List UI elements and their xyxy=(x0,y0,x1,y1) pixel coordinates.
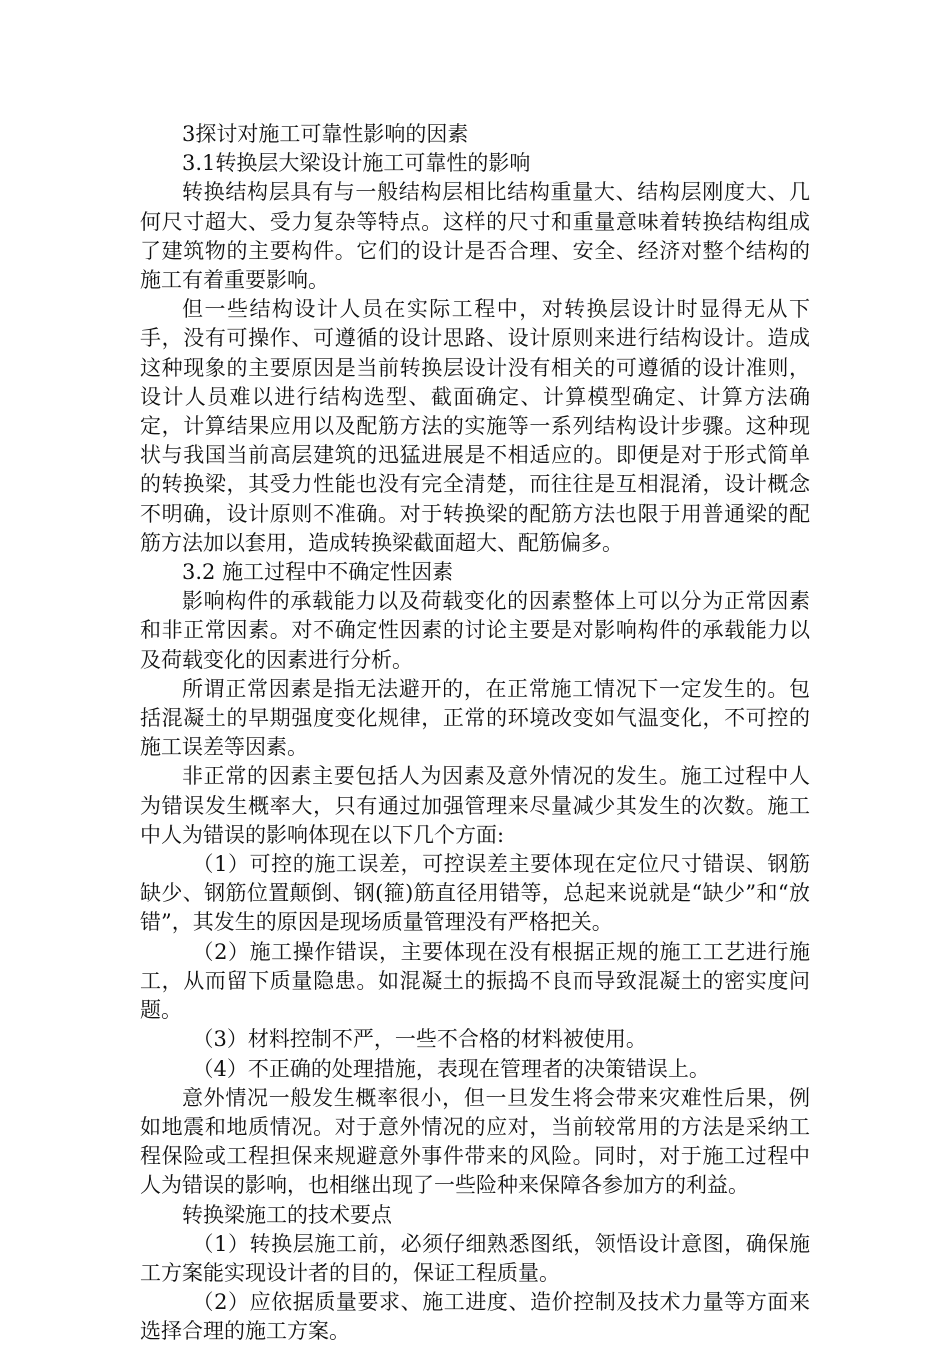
document-body xyxy=(140,120,810,1347)
subsection-heading: 3.2 施工过程中不确定性因素 xyxy=(182,560,454,585)
list-item: （2）应依据质量要求、施工进度、造价控制及技术力量等方面来选择合理的施工方案。 xyxy=(140,1290,810,1344)
section-heading: 3探讨对施工可靠性影响的因素 xyxy=(182,122,469,146)
body-paragraph: 影响构件的承载能力以及荷载变化的因素整体上可以分为正常因素和非正常因素。对不确定性因素的讨论主要是对影响构件的承载能力以及荷载变化的因素进行分析。 xyxy=(140,589,810,672)
body-paragraph: 转换结构层具有与一般结构层相比结构重量大、结构层刚度大、几何尺寸超大、受力复杂等特点。这样的尺寸和重量意味着转换结构组成了建筑物的主要构件。它们的设计是否合理、安全、经济对整个结构的施工有着重要影响。 xyxy=(140,180,810,293)
body-paragraph: 但一些结构设计人员在实际工程中，对转换层设计时显得无从下手，没有可操作、可遵循的设计思路、设计原则来进行结构设计。造成这种现象的主要原因是当前转换层设计没有相关的可遵循的设计准则，设计人员难以进行结构选型、截面确定、计算模型确定、计算方法确定，计算结果应用以及配筋方法的实施等一系列结构设计步骤。这种现状与我国当前高层建筑的迅猛进展是不相适应的。即便是对于形式简单的转换梁，其受力性能也没有完全清楚，而往往是互相混淆，设计概念不明确，设计原则不准确。对于转换梁的配筋方法也限于用普通梁的配筋方法加以套用，造成转换梁截面超大、配筋偏多。 xyxy=(140,297,810,555)
list-item: （3）材料控制不严，一些不合格的材料被使用。 xyxy=(192,1027,647,1052)
body-paragraph: 意外情况一般发生概率很小，但一旦发生将会带来灾难性后果，例如地震和地质情况。对于意外情况的应对，当前较常用的方法是采纳工程保险或工程担保来规避意外事件带来的风险。同时，对于施工过程中人为错误的影响，也相继出现了一些险种来保障各参加方的利益。 xyxy=(140,1085,810,1198)
body-paragraph: 所谓正常因素是指无法避开的，在正常施工情况下一定发生的。包括混凝土的早期强度变化规律，正常的环境改变如气温变化，不可控的施工误差等因素。 xyxy=(140,676,810,760)
list-item: （2）施工操作错误，主要体现在没有根据正规的施工工艺进行施工，从而留下质量隐患。如混凝土的振捣不良而导致混凝土的密实度问题。 xyxy=(140,939,810,1023)
list-item: （1）可控的施工误差，可控误差主要体现在定位尺寸错误、钢筋缺少、钢筋位置颠倒、钢(箍)筋直径用错等，总起来说就是“缺少”和“放错”，其发生的原因是现场质量管理没有严格把关。 xyxy=(140,852,810,935)
list-item: （1）转换层施工前，必须仔细熟悉图纸，领悟设计意图，确保施工方案能实现设计者的目的，保证工程质量。 xyxy=(140,1231,810,1285)
body-paragraph: 非正常的因素主要包括人为因素及意外情况的发生。施工过程中人为错误发生概率大，只有通过加强管理来尽量减少其发生的次数。施工中人为错误的影响体现在以下几个方面: xyxy=(140,764,810,847)
subsection-heading: 3.1转换层大梁设计施工可靠性的影响 xyxy=(182,151,531,176)
subsection-heading: 转换梁施工的技术要点 xyxy=(182,1202,392,1227)
list-item: （4）不正确的处理措施，表现在管理者的决策错误上。 xyxy=(192,1056,710,1081)
